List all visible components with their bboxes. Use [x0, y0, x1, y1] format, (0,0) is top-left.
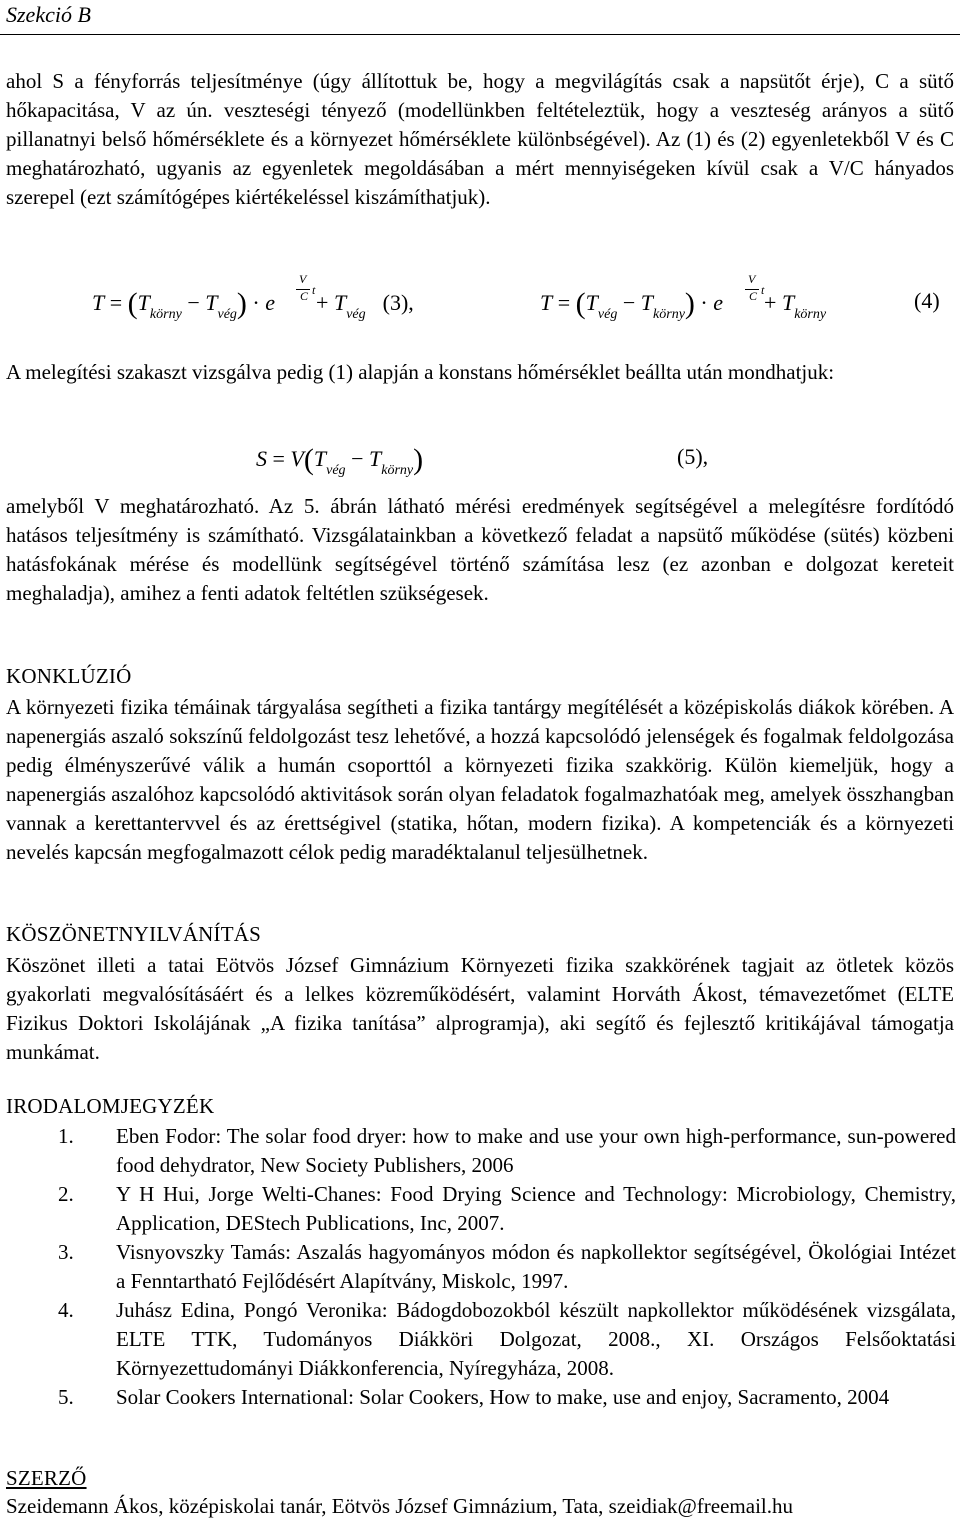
- eq5-v: V: [290, 446, 304, 471]
- eq5-label: (5),: [677, 444, 709, 469]
- header-rule: [0, 34, 960, 35]
- eq4-equals: =: [557, 290, 571, 315]
- eq3-exp-t: t: [312, 283, 316, 297]
- reference-text: Solar Cookers International: Solar Cookers, How to make, use and enjoy, Sacramento, 2004: [116, 1385, 890, 1409]
- eq3-e: e: [265, 290, 276, 315]
- eq3-sub-end: vég: [346, 307, 366, 322]
- reference-number: 4.: [58, 1298, 74, 1322]
- eq4-plus: +: [764, 290, 777, 315]
- konkluzio-heading: KONKLÚZIÓ: [6, 664, 132, 688]
- reference-number: 5.: [58, 1385, 74, 1409]
- reference-text: Y H Hui, Jorge Welti-Chanes: Food Drying Science and Technology: Microbiology, Chemistry, Application, DEStech Publications, Inc, 2007.: [116, 1182, 956, 1235]
- eq5-s: S: [256, 446, 267, 471]
- eq3-t-veg: T: [205, 290, 218, 315]
- eq5-t-veg: T: [313, 446, 327, 471]
- eq4-minus: −: [622, 290, 636, 315]
- eq4-exp-v: V: [748, 272, 756, 286]
- reference-item: [58, 1238, 956, 1296]
- author-info: Szeidemann Ákos, középiskolai tanár, Eötvös József Gimnázium, Tata, szeidiak@freemail.hu: [6, 1494, 793, 1518]
- eq5-equals: =: [272, 446, 285, 471]
- reference-item: [58, 1180, 956, 1238]
- eq3-t-korny: T: [137, 290, 150, 315]
- koszonet-text: Köszönet illeti a tatai Eötvös József Gimnázium Környezeti fizika szakkörének tagjait az ötletek közös gyakorlati megvalósításáért és a lelkes közreműködésért, valamint Horváth Ákost, témavezetőmet (ELTE Fizikus Doktori Iskolájának „A fizika tanítása” alprogramja), aki segítő és fejlesztő kritikájával támogatja munkámat.: [6, 953, 954, 1064]
- eq4-exp-t: t: [761, 283, 765, 297]
- eq3-sub-korny: körny: [149, 307, 182, 322]
- equation-4: $T = (T_{vég} - T_{körny}) \cdot e + T_{körny}$: [540, 287, 827, 322]
- eq4-t: T: [540, 290, 553, 315]
- reference-number: 3.: [58, 1240, 74, 1264]
- eq4-sub-korny: körny: [653, 307, 685, 322]
- eq4-label: (4): [914, 288, 940, 313]
- eq4-t-korny: T: [640, 290, 654, 315]
- eq3-t: T: [92, 290, 105, 315]
- section-header: Szekció B: [6, 2, 91, 27]
- reference-number: 2.: [58, 1182, 74, 1206]
- eq3-equals: =: [109, 290, 123, 315]
- szerzo-title: SZERZŐ: [6, 1466, 87, 1490]
- equation-5: $S = V(T_{vég} - T_{körny})$: [256, 443, 424, 478]
- eq3-label: (3),: [382, 290, 414, 315]
- koszonet-heading: KÖSZÖNETNYILVÁNÍTÁS: [6, 922, 262, 946]
- eq5-minus: −: [351, 446, 364, 471]
- eq3-exp-c: C: [300, 289, 309, 303]
- eq3-sub-veg: vég: [217, 307, 237, 322]
- heating-paragraph: A melegítési szakaszt vizsgálva pedig (1) alapján a konstans hőmérséklet beállta után mondhatjuk:: [6, 360, 835, 384]
- eq5-sub-korny: körny: [381, 463, 414, 478]
- reference-text: Eben Fodor: The solar food dryer: how to make and use your own high-performance, sun-powered food dehydrator, New Society Publishers, 2006: [116, 1124, 956, 1177]
- eq4-e: e: [713, 290, 724, 315]
- szerzo-heading: [6, 1466, 87, 1491]
- eq3-exp-v: V: [299, 272, 307, 286]
- eq4-sub-veg: vég: [597, 307, 618, 322]
- reference-item: [58, 1296, 956, 1383]
- eq3-plus: +: [316, 290, 329, 315]
- eq5-sub-veg: vég: [326, 463, 346, 478]
- reference-list: [58, 1122, 956, 1412]
- eq5-t-korny: T: [368, 446, 382, 471]
- eq4-t-veg: T: [585, 290, 598, 315]
- eq4-exp-c: C: [749, 289, 758, 303]
- reference-text: Juhász Edina, Pongó Veronika: Bádogdobozokból készült napkollektor működésének vizsgálata, ELTE TTK, Tudományos Diákköri Dolgozat, 2008., XI. Országos Felsőoktatási Környezettudományi Diákkonferencia, Nyíregyháza, 2008.: [116, 1298, 956, 1380]
- eq4-sub-end: körny: [794, 307, 827, 322]
- eq3-minus: −: [187, 290, 200, 315]
- eq4-t-end: T: [781, 290, 795, 315]
- equation-3: $T = (T_{körny} - T_{vég}) \cdot e + T_{vég}$ (3),: [92, 287, 414, 322]
- reference-text: Visnyovszky Tamás: Aszalás hagyományos módon és napkollektor segítségével, Ökológiai Intézet a Fenntartható Fejlődésért Alapítvány, Miskolc, 1997.: [116, 1240, 956, 1293]
- reference-number: 1.: [58, 1124, 74, 1148]
- intro-paragraph: ahol S a fényforrás teljesítménye (úgy állítottuk be, hogy a megvilágítás csak a napsütőt érje), C a sütő hőkapacitása, V az ún. veszteségi tényező (modellünkben feltételeztük, hogy a veszteség arányos a sütő pillanatnyi belső hőmérséklete és a környezet hőmérséklete különbségével). Az (1) és (2) egyenletekből V és C meghatározható, ugyanis az egyenletek megoldásában a mért mennyiségeken kívül csak a V/C hányados szerepel (ezt számítógépes kiértékeléssel kiszámíthatjuk).: [6, 69, 954, 209]
- konkluzio-text: A környezeti fizika témáinak tárgyalása segítheti a fizika tantárgy megítélését a középiskolás diákok körében. A napenergiás aszaló sokszínű feldolgozást tesz lehetővé, a hozzá kapcsolódó jelenségek és fogalmak feldolgozása pedig élményszerűvé válik a humán csoporttól a környezeti fizika szakkörig. Külön kiemeljük, hogy a napenergiás aszalóhoz kapcsolódó aktivitások során olyan feladatok fogalmazhatóak meg, amelyek összhangban vannak a kerettantervvel és az érettségivel (statika, hőtan, modern fizika). A kompetenciák és a környezeti nevelés kapcsán megfogalmazott célok pedig maradéktalanul teljesülhetnek.: [6, 695, 954, 864]
- reference-item: [58, 1122, 956, 1180]
- eq3-t-end: T: [333, 290, 347, 315]
- result-paragraph: amelyből V meghatározható. Az 5. ábrán látható mérési eredmények segítségével a melegítésre fordítódó hatásos teljesítmény is számítható. Vizsgálatainkban a következő feladat a napsütő működése (sütés) közbeni hatásfokának mérése és modellünk segítségével történő számítása lesz (ez azonban e dolgozat kereteit meghaladja), amihez a fenti adatok feltétlen szükségesek.: [6, 494, 954, 605]
- reference-item: [58, 1383, 956, 1412]
- irodalom-heading: IRODALOMJEGYZÉK: [6, 1094, 215, 1118]
